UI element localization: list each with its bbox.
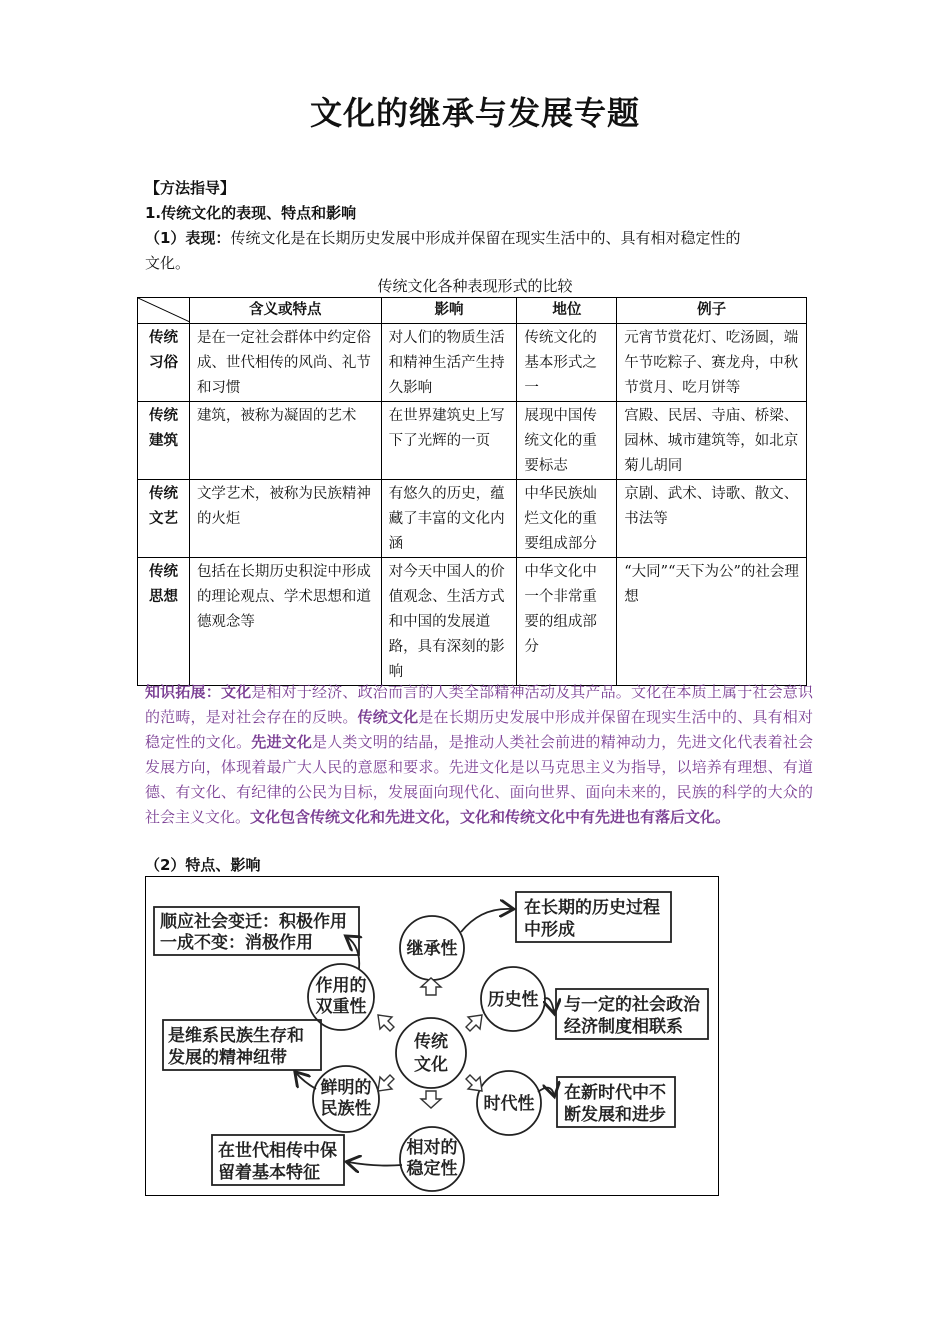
box-new-line-1: 在新时代中不 [564,1083,666,1103]
box-system-line-2: 经济制度相联系 [564,1017,683,1037]
term-traditional: 传统文化 [357,708,419,726]
table-cell: 京剧、武术、诗歌、散文、书法等 [617,480,807,558]
table-cell: 传统文化的基本形式之一 [517,324,617,402]
table-cell: 中华民族灿烂文化的重要组成部分 [517,480,617,558]
box-long-line-1: 在长期的历史过程 [524,898,660,918]
diagonal-line [138,298,190,322]
table-cell: 在世界建筑史上写下了光辉的一页 [381,402,517,480]
node-national-2: 民族性 [320,1099,372,1119]
box-long-line-2: 中形成 [524,920,575,940]
table-cell: 是在一定社会群体中约定俗成、世代相传的风尚、礼节和习惯 [189,324,381,402]
column-header: 影响 [381,298,517,324]
table-cell: 中华文化中一个非常重要的组成部分 [517,558,617,686]
row-header: 传统文艺 [138,480,190,558]
table-cell: 宫殿、民居、寺庙、桥梁、园林、城市建筑等，如北京菊儿胡同 [617,402,807,480]
term-advanced: 先进文化 [251,733,313,751]
traits-diagram [145,876,719,1196]
box-system-line-1: 与一定的社会政治 [564,995,700,1015]
table-cell: 包括在长期历史积淀中形成的理论观点、学术思想和道德观念等 [189,558,381,686]
table-header-row [138,298,807,324]
row-header: 传统习俗 [138,324,190,402]
diagram-canvas [146,877,720,1197]
node-dual-1: 作用的 [315,976,367,996]
table-cell: 对人们的物质生活和精神生活产生持久影响 [381,324,517,402]
definition-traditional: 是在长期历史发展中形成并保留在现实生活中的、具有相对稳定性的文化。 [145,708,813,751]
box-spirit-line-2: 发展的精神纽带 [168,1048,287,1068]
row-header: 传统建筑 [138,402,190,480]
row-header: 传统思想 [138,558,190,686]
node-era: 时代性 [483,1094,535,1114]
node-stable-1: 相对的 [406,1138,458,1158]
definition-culture: 是相对于经济、政治而言的人类全部精神活动及其产品。文化在本质上属于社会意识的范畴，是对社会存在的反映。 [145,683,813,726]
box-adapt-line-1: 顺应社会变迁：积极作用 [160,912,347,932]
expression-line [145,226,815,251]
column-header: 地位 [517,298,617,324]
box-keep-line-1: 在世代相传中保 [218,1141,337,1161]
table-cell: 建筑，被称为凝固的艺术 [189,402,381,480]
center-line-2: 文化 [414,1055,448,1075]
center-line-1: 传统 [414,1032,448,1052]
features-heading: （2）特点、影响 [145,856,261,874]
page-title: 文化的继承与发展专题 [309,94,640,132]
expression-line-2: 文化。 [145,254,191,272]
column-header: 例子 [617,298,807,324]
term-culture: 文化 [220,683,252,701]
box-spirit-line-1: 是维系民族生存和 [168,1026,304,1046]
table-cell: 元宵节赏花灯、吃汤圆，端午节吃粽子、赛龙舟，中秋节赏月、吃月饼等 [617,324,807,402]
table-row [138,324,807,402]
node-stable-2: 稳定性 [406,1159,458,1179]
table-cell: 有悠久的历史，蕴藏了丰富的文化内涵 [381,480,517,558]
box-adapt-line-2: 一成不变：消极作用 [160,933,313,953]
definition-advanced: 是人类文明的结晶，是推动人类社会前进的精神动力，先进文化代表着社会发展方向，体现着最广大人民的意愿和要求。先进文化是以马克思主义为指导，以培养有理想、有道德、有文化、有纪律的公民为目标，发展面向现代化、面向世界、面向未来的，民族的科学的大众的社会主义文化。 [145,733,813,826]
knowledge-extension [145,680,813,830]
conclusion: 文化包含传统文化和先进文化，文化和传统文化中有先进也有落后文化。 [250,808,731,826]
node-dual-2: 双重性 [315,997,367,1017]
table-cell: “大同”“天下为公”的社会理想 [617,558,807,686]
table-cell: 对今天中国人的价值观念、生活方式和中国的发展道路，具有深刻的影响 [381,558,517,686]
expression-label: （1）表现： [145,229,231,247]
node-inherit: 继承性 [406,939,458,959]
box-keep-line-2: 留着基本特征 [218,1163,320,1183]
node-history: 历史性 [487,990,539,1010]
knowledge-label: 知识拓展： [145,683,221,701]
section-heading: 1.传统文化的表现、特点和影响 [145,204,357,222]
node-national-1: 鲜明的 [320,1078,372,1098]
table-cell: 文学艺术，被称为民族精神的火炬 [189,480,381,558]
table-row [138,558,807,686]
method-header: 【方法指导】 [145,179,236,197]
table-cell: 展现中国传统文化的重要标志 [517,402,617,480]
box-new-line-2: 断发展和进步 [564,1105,666,1125]
column-header: 含义或特点 [189,298,381,324]
corner-cell [138,298,190,324]
table-caption: 传统文化各种表现形式的比较 [377,277,573,295]
comparison-table [137,297,807,686]
table-row [138,480,807,558]
table-row [138,402,807,480]
expression-text: 传统文化是在长期历史发展中形成并保留在现实生活中的、具有相对稳定性的 [230,229,741,247]
